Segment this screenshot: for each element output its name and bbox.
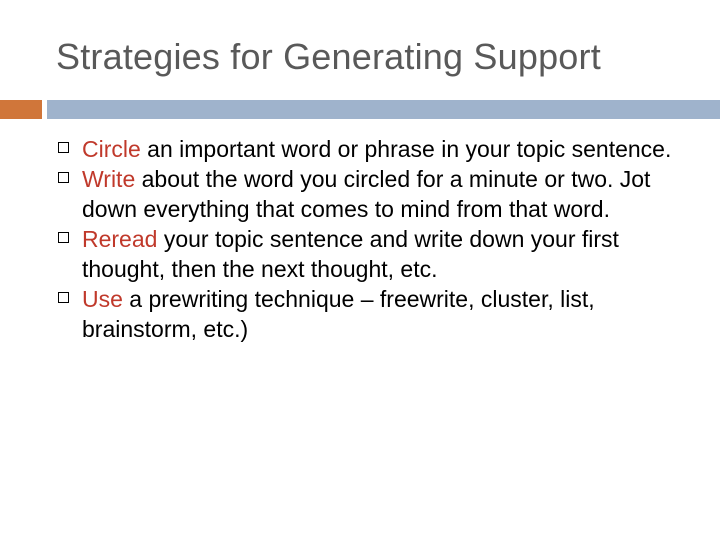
list-item	[58, 284, 698, 344]
list-item	[58, 134, 698, 164]
hollow-square-icon	[58, 142, 69, 153]
bullet-keyword: Circle	[82, 136, 141, 162]
list-item	[58, 164, 698, 224]
bullet-text: your topic sentence and write down your first thought, then the next thought, etc.	[82, 226, 619, 282]
bullet-text: a prewriting technique – freewrite, cluster, list, brainstorm, etc.)	[82, 286, 595, 342]
bullet-keyword: Use	[82, 286, 123, 312]
title-accent-bar-orange	[0, 100, 42, 119]
hollow-square-icon	[58, 292, 69, 303]
bullet-text: about the word you circled for a minute or two. Jot down everything that comes to mind from that word.	[82, 166, 651, 222]
bullet-text: an important word or phrase in your topic sentence.	[140, 136, 672, 162]
bullet-list	[58, 134, 698, 344]
hollow-square-icon	[58, 232, 69, 243]
slide-title: Strategies for Generating Support	[56, 36, 601, 77]
hollow-square-icon	[58, 172, 69, 183]
list-item	[58, 224, 698, 284]
title-accent-bar-blue	[47, 100, 720, 119]
bullet-keyword: Write	[82, 166, 136, 192]
bullet-keyword: Reread	[82, 226, 158, 252]
